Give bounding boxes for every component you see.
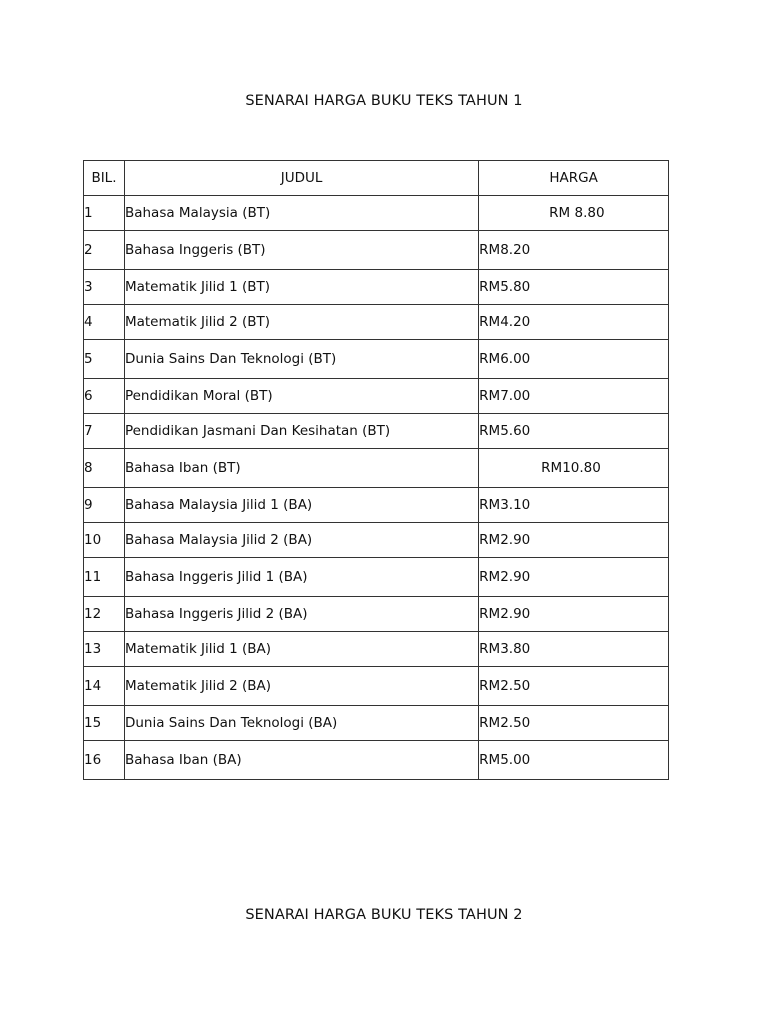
header-harga: HARGA [479, 161, 669, 196]
table-row [84, 414, 669, 449]
row-bil: 2 [84, 231, 125, 270]
table-row [84, 597, 669, 632]
row-judul: Matematik Jilid 1 (BT) [124, 270, 478, 305]
row-judul: Bahasa Inggeris (BT) [124, 231, 478, 270]
row-harga: RM6.00 [479, 340, 669, 379]
table-row [84, 340, 669, 379]
table-row [84, 558, 669, 597]
page-title-tahun-2: SENARAI HARGA BUKU TEKS TAHUN 2 [245, 907, 523, 923]
row-harga: RM3.10 [479, 488, 669, 523]
row-judul: Pendidikan Jasmani Dan Kesihatan (BT) [124, 414, 478, 449]
row-judul: Bahasa Iban (BT) [124, 449, 478, 488]
row-judul: Matematik Jilid 2 (BT) [124, 305, 478, 340]
row-judul: Bahasa Inggeris Jilid 2 (BA) [124, 597, 478, 632]
page-title-tahun-1: SENARAI HARGA BUKU TEKS TAHUN 1 [245, 93, 523, 109]
table-row [84, 305, 669, 340]
row-judul: Dunia Sains Dan Teknologi (BA) [124, 706, 478, 741]
row-harga: RM4.20 [479, 305, 669, 340]
row-bil: 15 [84, 706, 125, 741]
row-harga: RM10.80 [479, 449, 669, 488]
row-judul: Bahasa Inggeris Jilid 1 (BA) [124, 558, 478, 597]
row-bil: 1 [84, 196, 125, 231]
table-row [84, 523, 669, 558]
table-row [84, 706, 669, 741]
row-bil: 13 [84, 632, 125, 667]
header-bil: BIL. [84, 161, 125, 196]
row-bil: 16 [84, 741, 125, 780]
row-bil: 8 [84, 449, 125, 488]
row-judul: Bahasa Iban (BA) [124, 741, 478, 780]
row-bil: 9 [84, 488, 125, 523]
table-row [84, 632, 669, 667]
table-row [84, 449, 669, 488]
row-judul: Dunia Sains Dan Teknologi (BT) [124, 340, 478, 379]
row-harga: RM2.90 [479, 523, 669, 558]
row-judul: Matematik Jilid 2 (BA) [124, 667, 478, 706]
row-harga: RM5.60 [479, 414, 669, 449]
table-row [84, 379, 669, 414]
row-bil: 6 [84, 379, 125, 414]
row-bil: 12 [84, 597, 125, 632]
row-harga: RM2.50 [479, 706, 669, 741]
table-row [84, 231, 669, 270]
row-bil: 10 [84, 523, 125, 558]
table-row [84, 488, 669, 523]
row-bil: 11 [84, 558, 125, 597]
row-bil: 4 [84, 305, 125, 340]
row-judul: Bahasa Malaysia Jilid 2 (BA) [124, 523, 478, 558]
row-bil: 7 [84, 414, 125, 449]
row-judul: Pendidikan Moral (BT) [124, 379, 478, 414]
table-row [84, 741, 669, 780]
row-bil: 3 [84, 270, 125, 305]
row-bil: 5 [84, 340, 125, 379]
row-harga: RM3.80 [479, 632, 669, 667]
row-judul: Matematik Jilid 1 (BA) [124, 632, 478, 667]
table-header-row [84, 161, 669, 196]
row-harga: RM7.00 [479, 379, 669, 414]
row-bil: 14 [84, 667, 125, 706]
row-harga: RM5.00 [479, 741, 669, 780]
row-judul: Bahasa Malaysia (BT) [124, 196, 478, 231]
table-row [84, 196, 669, 231]
table-row [84, 667, 669, 706]
row-harga: RM2.90 [479, 597, 669, 632]
price-table-tahun-1 [83, 160, 669, 780]
header-judul: JUDUL [124, 161, 478, 196]
row-judul: Bahasa Malaysia Jilid 1 (BA) [124, 488, 478, 523]
row-harga: RM2.90 [479, 558, 669, 597]
row-harga: RM2.50 [479, 667, 669, 706]
row-harga: RM8.20 [479, 231, 669, 270]
row-harga: RM5.80 [479, 270, 669, 305]
table-row [84, 270, 669, 305]
row-harga: RM 8.80 [479, 196, 669, 231]
